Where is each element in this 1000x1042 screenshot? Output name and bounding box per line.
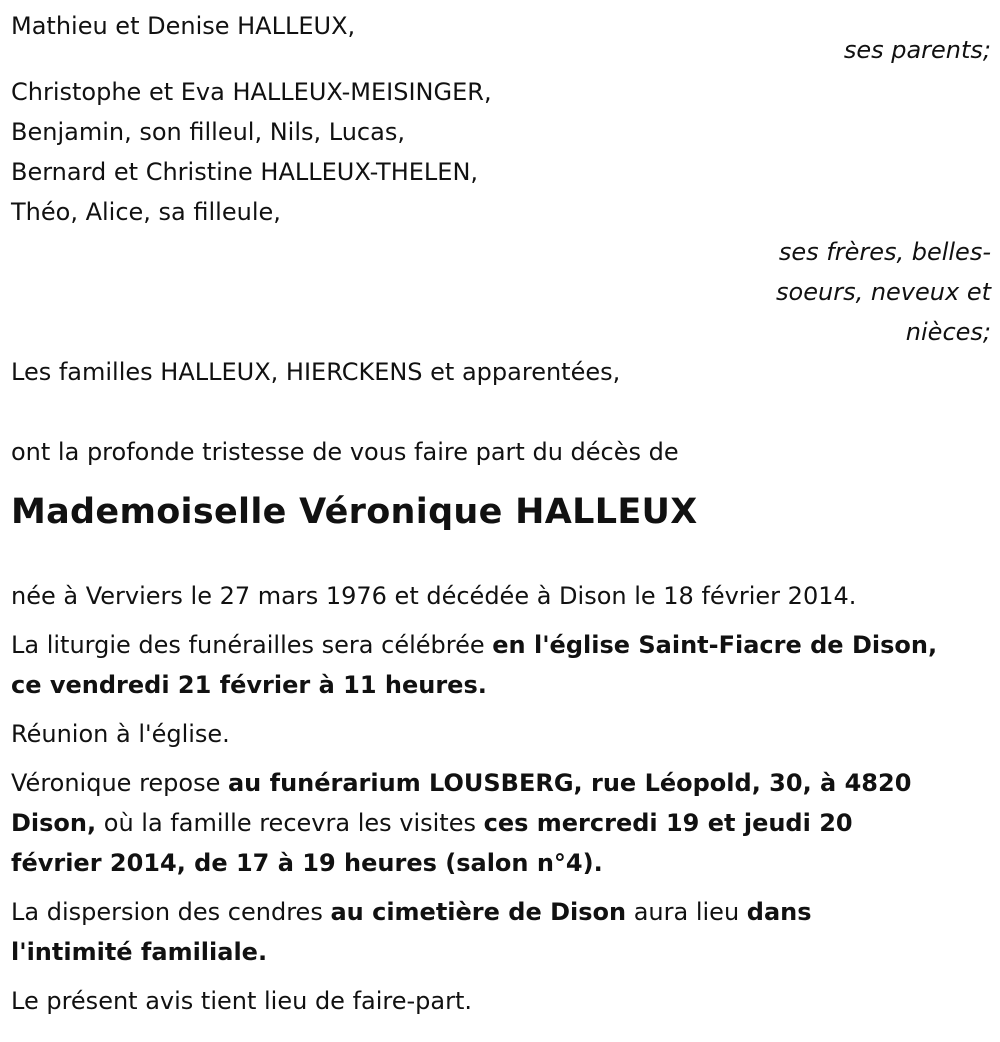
- closing-text: Le présent avis tient lieu de faire-part.: [11, 987, 473, 1015]
- repose-visit-hours: février 2014, de 17 à 19 heures (salon n°4).: [11, 849, 603, 877]
- sibling-line: Bernard et Christine HALLEUX-THELEN,: [11, 158, 479, 186]
- siblings-role-line: soeurs, neveux et: [776, 278, 991, 306]
- reunion-paragraph: [11, 714, 991, 754]
- sibling-line: Théo, Alice, sa filleule,: [11, 198, 281, 226]
- dispersion-intimacy: l'intimité familiale.: [11, 938, 268, 966]
- announcement: ont la profonde tristesse de vous faire part du décès de: [11, 438, 679, 466]
- liturgy-date: ce vendredi 21 février à 11 heures.: [11, 671, 487, 699]
- dispersion-text-2: aura lieu: [626, 898, 747, 926]
- sibling-line: Christophe et Eva HALLEUX-MEISINGER,: [11, 78, 492, 106]
- parents-line: Mathieu et Denise HALLEUX,: [11, 12, 356, 40]
- families-line: Les familles HALLEUX, HIERCKENS et apparentées,: [11, 358, 621, 386]
- sibling-line: Benjamin, son filleul, Nils, Lucas,: [11, 118, 405, 146]
- dispersion-dans: dans: [746, 898, 812, 926]
- repose-visit-days: ces mercredi 19 et jeudi 20: [483, 809, 853, 837]
- dispersion-text: La dispersion des cendres: [11, 898, 331, 926]
- birth-death-line: [11, 576, 991, 616]
- deceased-name: Mademoiselle Véronique HALLEUX: [11, 492, 698, 532]
- birth-death-text: née à Verviers le 27 mars 1976 et décédée à Dison le 18 février 2014.: [11, 582, 857, 610]
- repose-town: Dison,: [11, 809, 97, 837]
- parents-role: ses parents;: [843, 36, 991, 64]
- dispersion-paragraph: [11, 892, 991, 972]
- liturgy-paragraph: [11, 625, 991, 705]
- obituary-notice: [11, 6, 991, 1030]
- liturgy-text: La liturgie des funérailles sera célébrée: [11, 631, 493, 659]
- liturgy-church: en l'église Saint-Fiacre de Dison,: [492, 631, 938, 659]
- reunion-text: Réunion à l'église.: [11, 720, 230, 748]
- repose-visits-text: où la famille recevra les visites: [96, 809, 484, 837]
- dispersion-cemetery: au cimetière de Dison: [330, 898, 627, 926]
- repose-text: Véronique repose: [11, 769, 228, 797]
- siblings-role-line: nièces;: [905, 318, 991, 346]
- closing-paragraph: [11, 981, 991, 1021]
- repose-location: au funérarium LOUSBERG, rue Léopold, 30, à 4820: [227, 769, 912, 797]
- siblings-role-line: ses frères, belles-: [778, 238, 991, 266]
- repose-paragraph: [11, 763, 991, 883]
